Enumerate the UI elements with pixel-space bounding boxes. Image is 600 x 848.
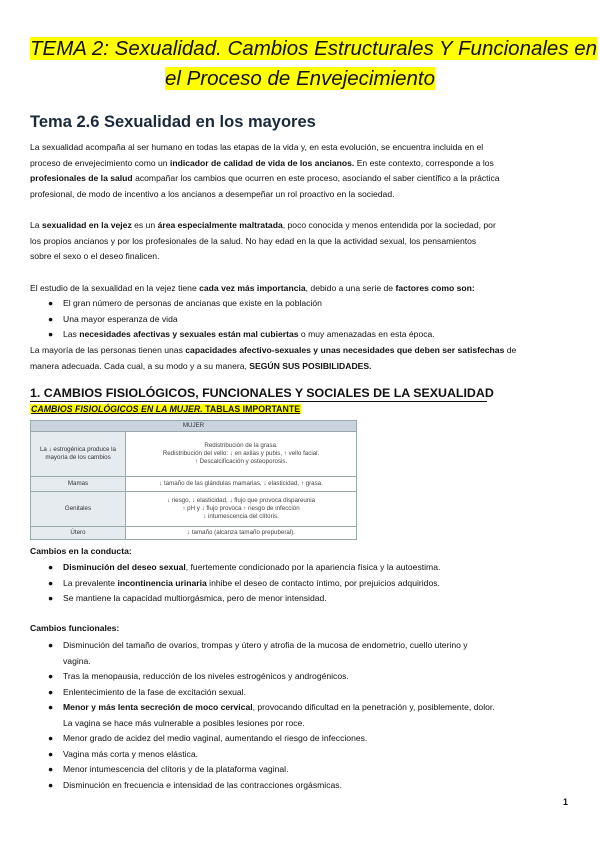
list-item-text: Disminución en frecuencia e intensidad de las contracciones orgásmicas. (63, 779, 342, 790)
p1-bold: profesionales de la salud (30, 173, 133, 183)
list-item-text: , provocando dificultad en la penetración y, posiblemente, dolor. (252, 702, 495, 712)
paragraph-vejez (30, 218, 575, 265)
table-cell-label: Útero (31, 527, 126, 540)
list-item-text: o muy amenazadas en esta época. (298, 329, 435, 339)
p2-text: es un (131, 220, 158, 230)
list-item-text: Disminución del tamaño de ovarios, trompas y útero y atrofia de la mucosa de endometrio, cuello uterino y (63, 640, 468, 650)
mujer-table (30, 420, 357, 540)
conducta-heading: Cambios en la conducta: (30, 546, 132, 556)
list-item (30, 685, 575, 701)
bullet-icon: ● (48, 702, 54, 712)
bullet-icon: ● (48, 593, 54, 603)
p1-line4: profesional, de modo de incentivo a los ancianos a desempeñar un rol proactivo en la sociedad. (30, 188, 395, 199)
list-item-text: Menor grado de acidez del medio vaginal, aumentando el riesgo de infecciones. (63, 733, 368, 743)
paragraph-capacidades (30, 343, 575, 374)
table-cell-line: ↓ riesgo, ↓ elasticidad, ↓ flujo que provoca dispareunia (166, 496, 316, 504)
list-item-text: La prevalente (63, 577, 118, 588)
subheading-text: TABLAS IMPORTANTE (202, 404, 301, 414)
p1-line1: La sexualidad acompaña al ser humano en todas las etapas de la vida y, en esta evolución, se encuentra incluida en el (30, 142, 484, 152)
bullet-icon: ● (48, 298, 54, 308)
p2-line3: sobre el sexo o el deseo finalicen. (30, 251, 160, 261)
table-cell-label: Mamas (31, 477, 126, 492)
table-cell-line: Redistribución de la grasa. (204, 441, 278, 449)
list-item (30, 638, 575, 669)
subheading-italic: CAMBIOS FISIOLÓGICOS EN LA MUJER. (31, 404, 203, 414)
title-line-1: TEMA 2: Sexualidad. Cambios Estructurales Y Funcionales en (30, 37, 598, 60)
funcionales-list (30, 638, 575, 793)
list-item (30, 778, 575, 794)
list-item (30, 560, 575, 576)
bullet-icon: ● (48, 671, 54, 681)
table-cell-line: ↑ pH y ↓ flujo provoca ↑ riesgo de infección (182, 505, 300, 513)
bullet-icon: ● (48, 329, 54, 339)
table-cell-label: Genitales (31, 492, 126, 527)
table-cell-label: La ↓ estrogénica produce la mayoría de los cambios (31, 432, 126, 477)
table-header-row (31, 421, 357, 432)
p4-bold: SEGÚN SUS POSIBILIDADES. (249, 360, 372, 371)
p2-line1 (30, 218, 575, 234)
list-item-text: Menor intumescencia del clítoris y de la plataforma vaginal. (63, 764, 289, 774)
list-item-text: Tras la menopausia, reducción de los niveles estrogénicos y androgénicos. (63, 671, 349, 681)
list-item-text: vagina. (63, 655, 91, 666)
table-cell-line: Redistribución del vello: ↓ en axilas y pubis, ↑ vello facial. (162, 450, 320, 458)
paragraph-importancia (30, 281, 575, 297)
table-cell (126, 432, 357, 477)
paragraph-intro (30, 140, 575, 202)
list-item-bold: Menor y más lenta secreción de moco cervical (63, 702, 253, 712)
table-row (31, 492, 357, 527)
table-row (31, 432, 357, 477)
section-heading-underline (30, 401, 487, 402)
table-cell: ↓ tamaño de las glándulas mamarias, ↓ elasticidad, ↑ grasa. (126, 477, 357, 492)
conducta-list (30, 560, 575, 607)
list-item (30, 700, 575, 731)
bullet-icon: ● (48, 733, 54, 743)
document-title (30, 34, 598, 94)
bullet-icon: ● (48, 748, 54, 759)
p4-text: de (504, 345, 517, 355)
p2-line2: los propios ancianos y por los profesionales de la salud. No hay edad en la que la actividad sexual, los pensamientos (30, 235, 477, 246)
list-item-text: Vagina más corta y menos elástica. (63, 748, 199, 759)
list-item-text: Se mantiene la capacidad multiorgásmica, pero de menor intensidad. (63, 593, 327, 603)
p4-text: manera adecuada. Cada cual, a su modo y a su manera, (30, 360, 250, 371)
table-row (31, 477, 357, 492)
list-item (30, 296, 575, 312)
table-row (31, 527, 357, 540)
p2-text: , poco conocida y menos entendida por la sociedad, por (282, 220, 496, 230)
bullet-icon: ● (48, 779, 54, 790)
p3-text: El estudio de la sexualidad en la vejez tiene (30, 283, 200, 293)
p2-text: La (30, 220, 42, 230)
p3-line1 (30, 281, 575, 297)
p2-bold: sexualidad en la vejez (41, 220, 132, 230)
page-number: 1 (563, 797, 569, 807)
list-item (30, 762, 575, 778)
bullet-icon: ● (48, 577, 54, 588)
funcionales-heading: Cambios funcionales: (30, 623, 120, 633)
p4-line2 (30, 359, 575, 375)
list-item-text: , fuertemente condicionado por la apariencia física y la autoestima. (185, 562, 441, 572)
p4-bold: capacidades afectivo-sexuales y unas necesidades que deben ser satisfechas (185, 345, 505, 355)
list-item (30, 576, 575, 592)
table-cell: ↓ tamaño (alcanza tamaño prepuberal). (126, 527, 357, 540)
p3-bold: cada vez más importancia (199, 283, 306, 293)
p1-text: proceso de envejecimiento como un (30, 157, 170, 168)
p3-bold: factores como son: (395, 283, 475, 293)
factores-list (30, 296, 575, 343)
list-item (30, 669, 575, 685)
list-item-text: El gran número de personas de ancianas que existe en la población (63, 298, 322, 308)
bullet-icon: ● (48, 313, 54, 324)
bullet-icon: ● (48, 640, 54, 650)
list-item (30, 731, 575, 747)
list-item-text: Enlentecimiento de la fase de excitación sexual. (63, 686, 246, 697)
p1-line3 (30, 171, 575, 187)
list-item-text: Las (63, 329, 80, 339)
p1-text: En este contexto, corresponde a los (354, 157, 494, 168)
list-item-bold: incontinencia urinaria (117, 577, 207, 588)
subtitle-heading: Tema 2.6 Sexualidad en los mayores (30, 113, 316, 131)
title-line-2: el Proceso de Envejecimiento (164, 67, 436, 90)
list-item-text: inhibe el deseo de contacto íntimo, por prejuicios adquiridos. (206, 577, 440, 588)
p4-line1 (30, 343, 575, 359)
bullet-icon: ● (48, 764, 54, 774)
list-item (30, 327, 575, 343)
list-item (30, 312, 575, 328)
p3-text: , debido a una serie de (305, 283, 396, 293)
list-item-bold: Disminución del deseo sexual (63, 562, 186, 572)
p4-text: La mayoría de las personas tienen unas (30, 345, 186, 355)
table-cell-line: ↑ Descalcificación y osteoporosis. (194, 458, 288, 466)
section-heading-cambios: 1. CAMBIOS FISIOLÓGICOS, FUNCIONALES Y SOCIALES DE LA SEXUALIDAD (30, 386, 494, 400)
bullet-icon: ● (48, 686, 54, 697)
p1-line2 (30, 156, 575, 172)
p1-bold: indicador de calidad de vida de los ancianos. (169, 157, 355, 168)
table-cell-line: ↓ intumescencia del clítoris. (203, 513, 279, 521)
bullet-icon: ● (48, 562, 54, 572)
list-item-text: Una mayor esperanza de vida (63, 313, 178, 324)
subheading-mujer (30, 404, 301, 414)
list-item (30, 747, 575, 763)
p2-bold: área especialmente maltratada (157, 220, 283, 230)
p1-text: acompañar los cambios que ocurren en este proceso, asociando el saber científico a la práctica (132, 173, 500, 183)
list-item (30, 591, 575, 607)
list-item-bold: necesidades afectivas y sexuales están mal cubiertas (79, 329, 299, 339)
list-item-text: La vagina se hace más vulnerable a posibles lesiones por roce. (63, 717, 305, 728)
table-header: MUJER (31, 421, 357, 432)
table-cell (126, 492, 357, 527)
